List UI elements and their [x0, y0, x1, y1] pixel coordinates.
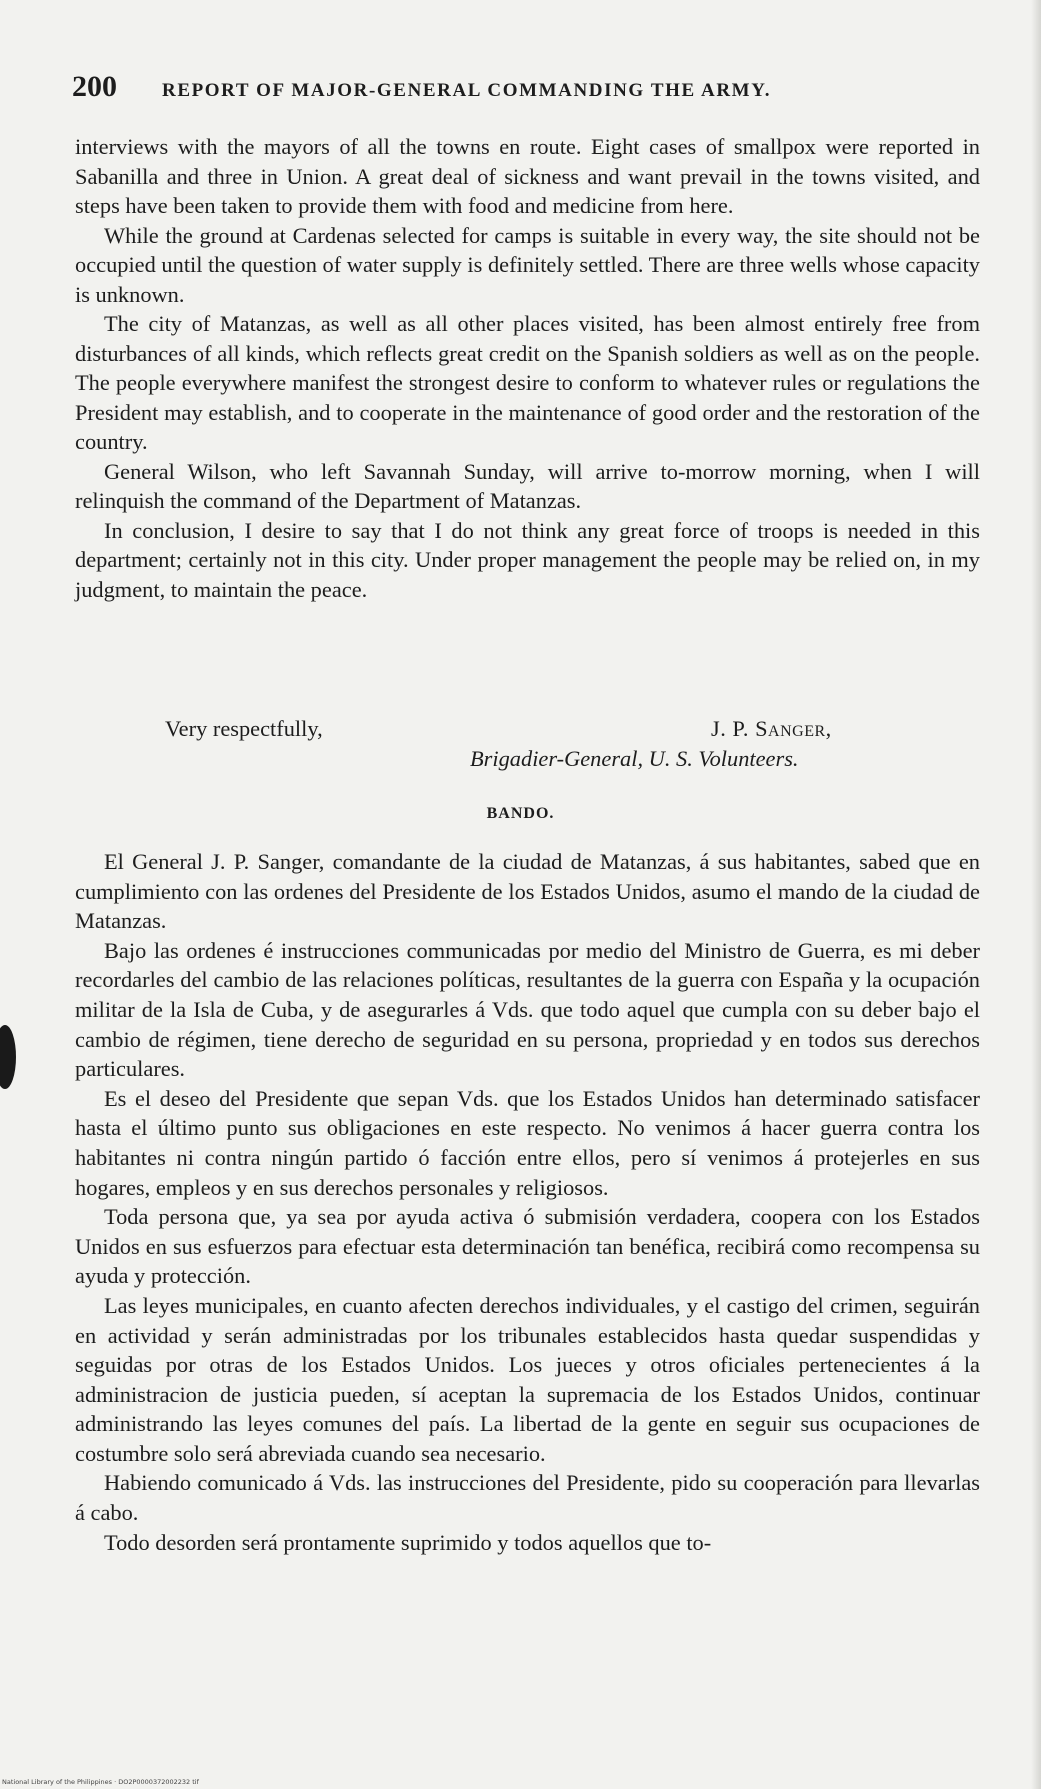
signer-surname: Sanger,: [755, 716, 832, 741]
signer-initials: J. P.: [711, 716, 756, 741]
paragraph: interviews with the mayors of all the towns en route. Eight cases of smallpox were reported in Sabanilla and three in Union. A great deal of sickness and want prevail in the towns visited, and steps have been taken to provide them with food and medicine from here.: [75, 134, 980, 218]
paragraph: Es el deseo del Presidente que sepan Vds. que los Estados Unidos han determinado satisfacer hasta el último punto sus obligaciones en este respecto. No venimos á hacer guerra contra los habitantes ni contra ningún partido ó facción entre ellos, pero sí venimos á protejerles en sus hogares, empleos y en sus derechos personales y religiosos.: [75, 1085, 980, 1200]
page-number: 200: [72, 70, 117, 103]
scan-footer: National Library of the Philippines · DO2P0000372002232 tif: [2, 1778, 199, 1786]
paragraph: Habiendo comunicado á Vds. las instrucciones del Presidente, pido su cooperación para llevarlas á cabo.: [75, 1470, 980, 1526]
paragraph: In conclusion, I desire to say that I do not think any great force of troops is needed in this department; certainly not in this city. Under proper management the people may be relied on, in my judgment, to maintain the peace.: [75, 517, 980, 602]
paragraph: Todo desorden será prontamente suprimido y todos aquellos que to-: [104, 1529, 712, 1555]
section-heading: BANDO.: [486, 805, 555, 822]
bando-body-spanish: [75, 847, 980, 1557]
running-head: REPORT OF MAJOR-GENERAL COMMANDING THE ARMY.: [162, 80, 772, 101]
binding-hole: [0, 1025, 16, 1089]
letter-closing: [75, 714, 980, 778]
paragraph: General Wilson, who left Savannah Sunday, will arrive to-morrow morning, when I will relinquish the command of the Department of Matanzas.: [75, 458, 980, 513]
signature-name: [711, 714, 832, 744]
page-edge-shadow: [1031, 0, 1041, 1789]
paragraph: El General J. P. Sanger, comandante de la ciudad de Matanzas, á sus habitantes, sabed que en cumplimiento con las ordenes del Presidente de los Estados Unidos, asumo el mando de la ciudad de Matanzas.: [75, 849, 980, 934]
paragraph: Toda persona que, ya sea por ayuda activa ó submisión verdadera, coopera con los Estados Unidos en sus esfuerzos para efectuar esta determinación tan benéfica, recibirá como recompensa su ayuda y protección.: [75, 1204, 980, 1289]
report-body-english: [75, 132, 980, 604]
paragraph: The city of Matanzas, as well as all other places visited, has been almost entirely free from disturbances of all kinds, which reflects great credit on the Spanish soldiers as well as on the people. The people everywhere manifest the strongest desire to conform to whatever rules or regulations the President may establish, and to cooperate in the maintenance of good order and the restoration of the country.: [75, 311, 980, 454]
page-header: [72, 70, 972, 104]
valediction: Very respectfully,: [165, 716, 323, 741]
paragraph: Las leyes municipales, en cuanto afecten derechos individuales, y el castigo del crimen, seguirán en actividad y serán administradas por los tribunales establecidos hasta quedar suspendidas y seguidas por otras de los Estados Unidos. Los jueces y otros oficiales pertenecientes á la administracion de justicia pueden, sí aceptan la supremacia de los Estados Unidos, continuar administrando las leyes comunes del país. La libertad de la gente en seguir sus ocupaciones de costumbre solo será abreviada cuando sea necesario.: [75, 1292, 980, 1466]
signer-title: Brigadier-General, U. S. Volunteers.: [470, 746, 799, 771]
paragraph: While the ground at Cardenas selected for camps is suitable in every way, the site should not be occupied until the question of water supply is definitely settled. There are three wells whose capacity is unknown.: [75, 222, 980, 307]
paragraph: Bajo las ordenes é instrucciones communicadas por medio del Ministro de Guerra, es mi deber recordarles del cambio de las relaciones políticas, resultantes de la guerra con España y la ocupación militar de la Isla de Cuba, y de asegurarles á Vds. que todo aquel que cumpla con su deber bajo el cambio de régimen, tiene derecho de seguridad en su persona, propriedad y en todos sus derechos particulares.: [75, 937, 980, 1082]
